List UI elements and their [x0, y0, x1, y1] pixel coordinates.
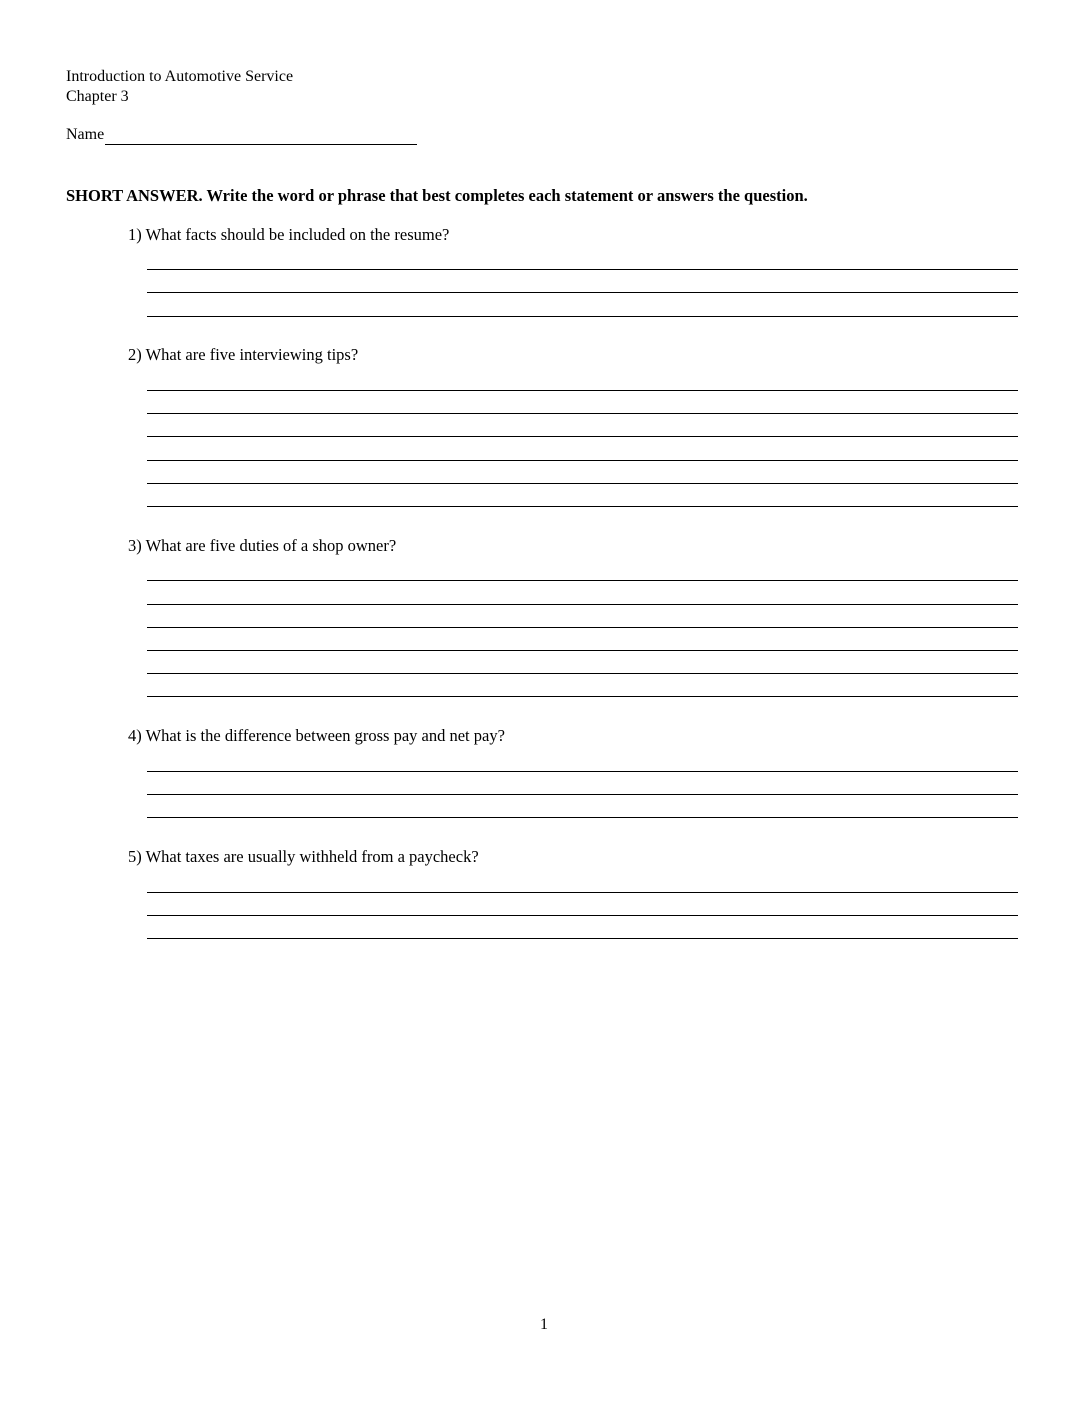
answer-line[interactable]: [147, 794, 1018, 795]
name-label: Name: [66, 126, 105, 143]
answer-line[interactable]: [147, 292, 1018, 293]
answer-line[interactable]: [147, 938, 1018, 939]
answer-line[interactable]: [147, 483, 1018, 484]
question-1: 1) What facts should be included on the resume?: [128, 225, 450, 244]
name-row: [66, 125, 417, 145]
page-number: 1: [540, 1316, 548, 1333]
answer-line[interactable]: [147, 460, 1018, 461]
answer-line[interactable]: [147, 673, 1018, 674]
question-5: 5) What taxes are usually withheld from a paycheck?: [128, 847, 479, 866]
answer-line[interactable]: [147, 604, 1018, 605]
question-3: 3) What are five duties of a shop owner?: [128, 536, 397, 555]
answer-line[interactable]: [147, 771, 1018, 772]
name-blank-field[interactable]: [105, 126, 417, 145]
question-2: 2) What are five interviewing tips?: [128, 345, 359, 364]
answer-line[interactable]: [147, 436, 1018, 437]
answer-line[interactable]: [147, 627, 1018, 628]
answer-line[interactable]: [147, 892, 1018, 893]
answer-line[interactable]: [147, 650, 1018, 651]
answer-line[interactable]: [147, 413, 1018, 414]
answer-line[interactable]: [147, 915, 1018, 916]
course-title: Introduction to Automotive Service: [66, 68, 294, 85]
answer-line[interactable]: [147, 390, 1018, 391]
answer-line[interactable]: [147, 316, 1018, 317]
answer-line[interactable]: [147, 696, 1018, 697]
answer-line[interactable]: [147, 580, 1018, 581]
instructions: SHORT ANSWER. Write the word or phrase that best completes each statement or answers the question.: [66, 186, 808, 205]
question-4: 4) What is the difference between gross pay and net pay?: [128, 726, 505, 745]
answer-line[interactable]: [147, 817, 1018, 818]
answer-line[interactable]: [147, 269, 1018, 270]
chapter-label: Chapter 3: [66, 88, 129, 105]
answer-line[interactable]: [147, 506, 1018, 507]
